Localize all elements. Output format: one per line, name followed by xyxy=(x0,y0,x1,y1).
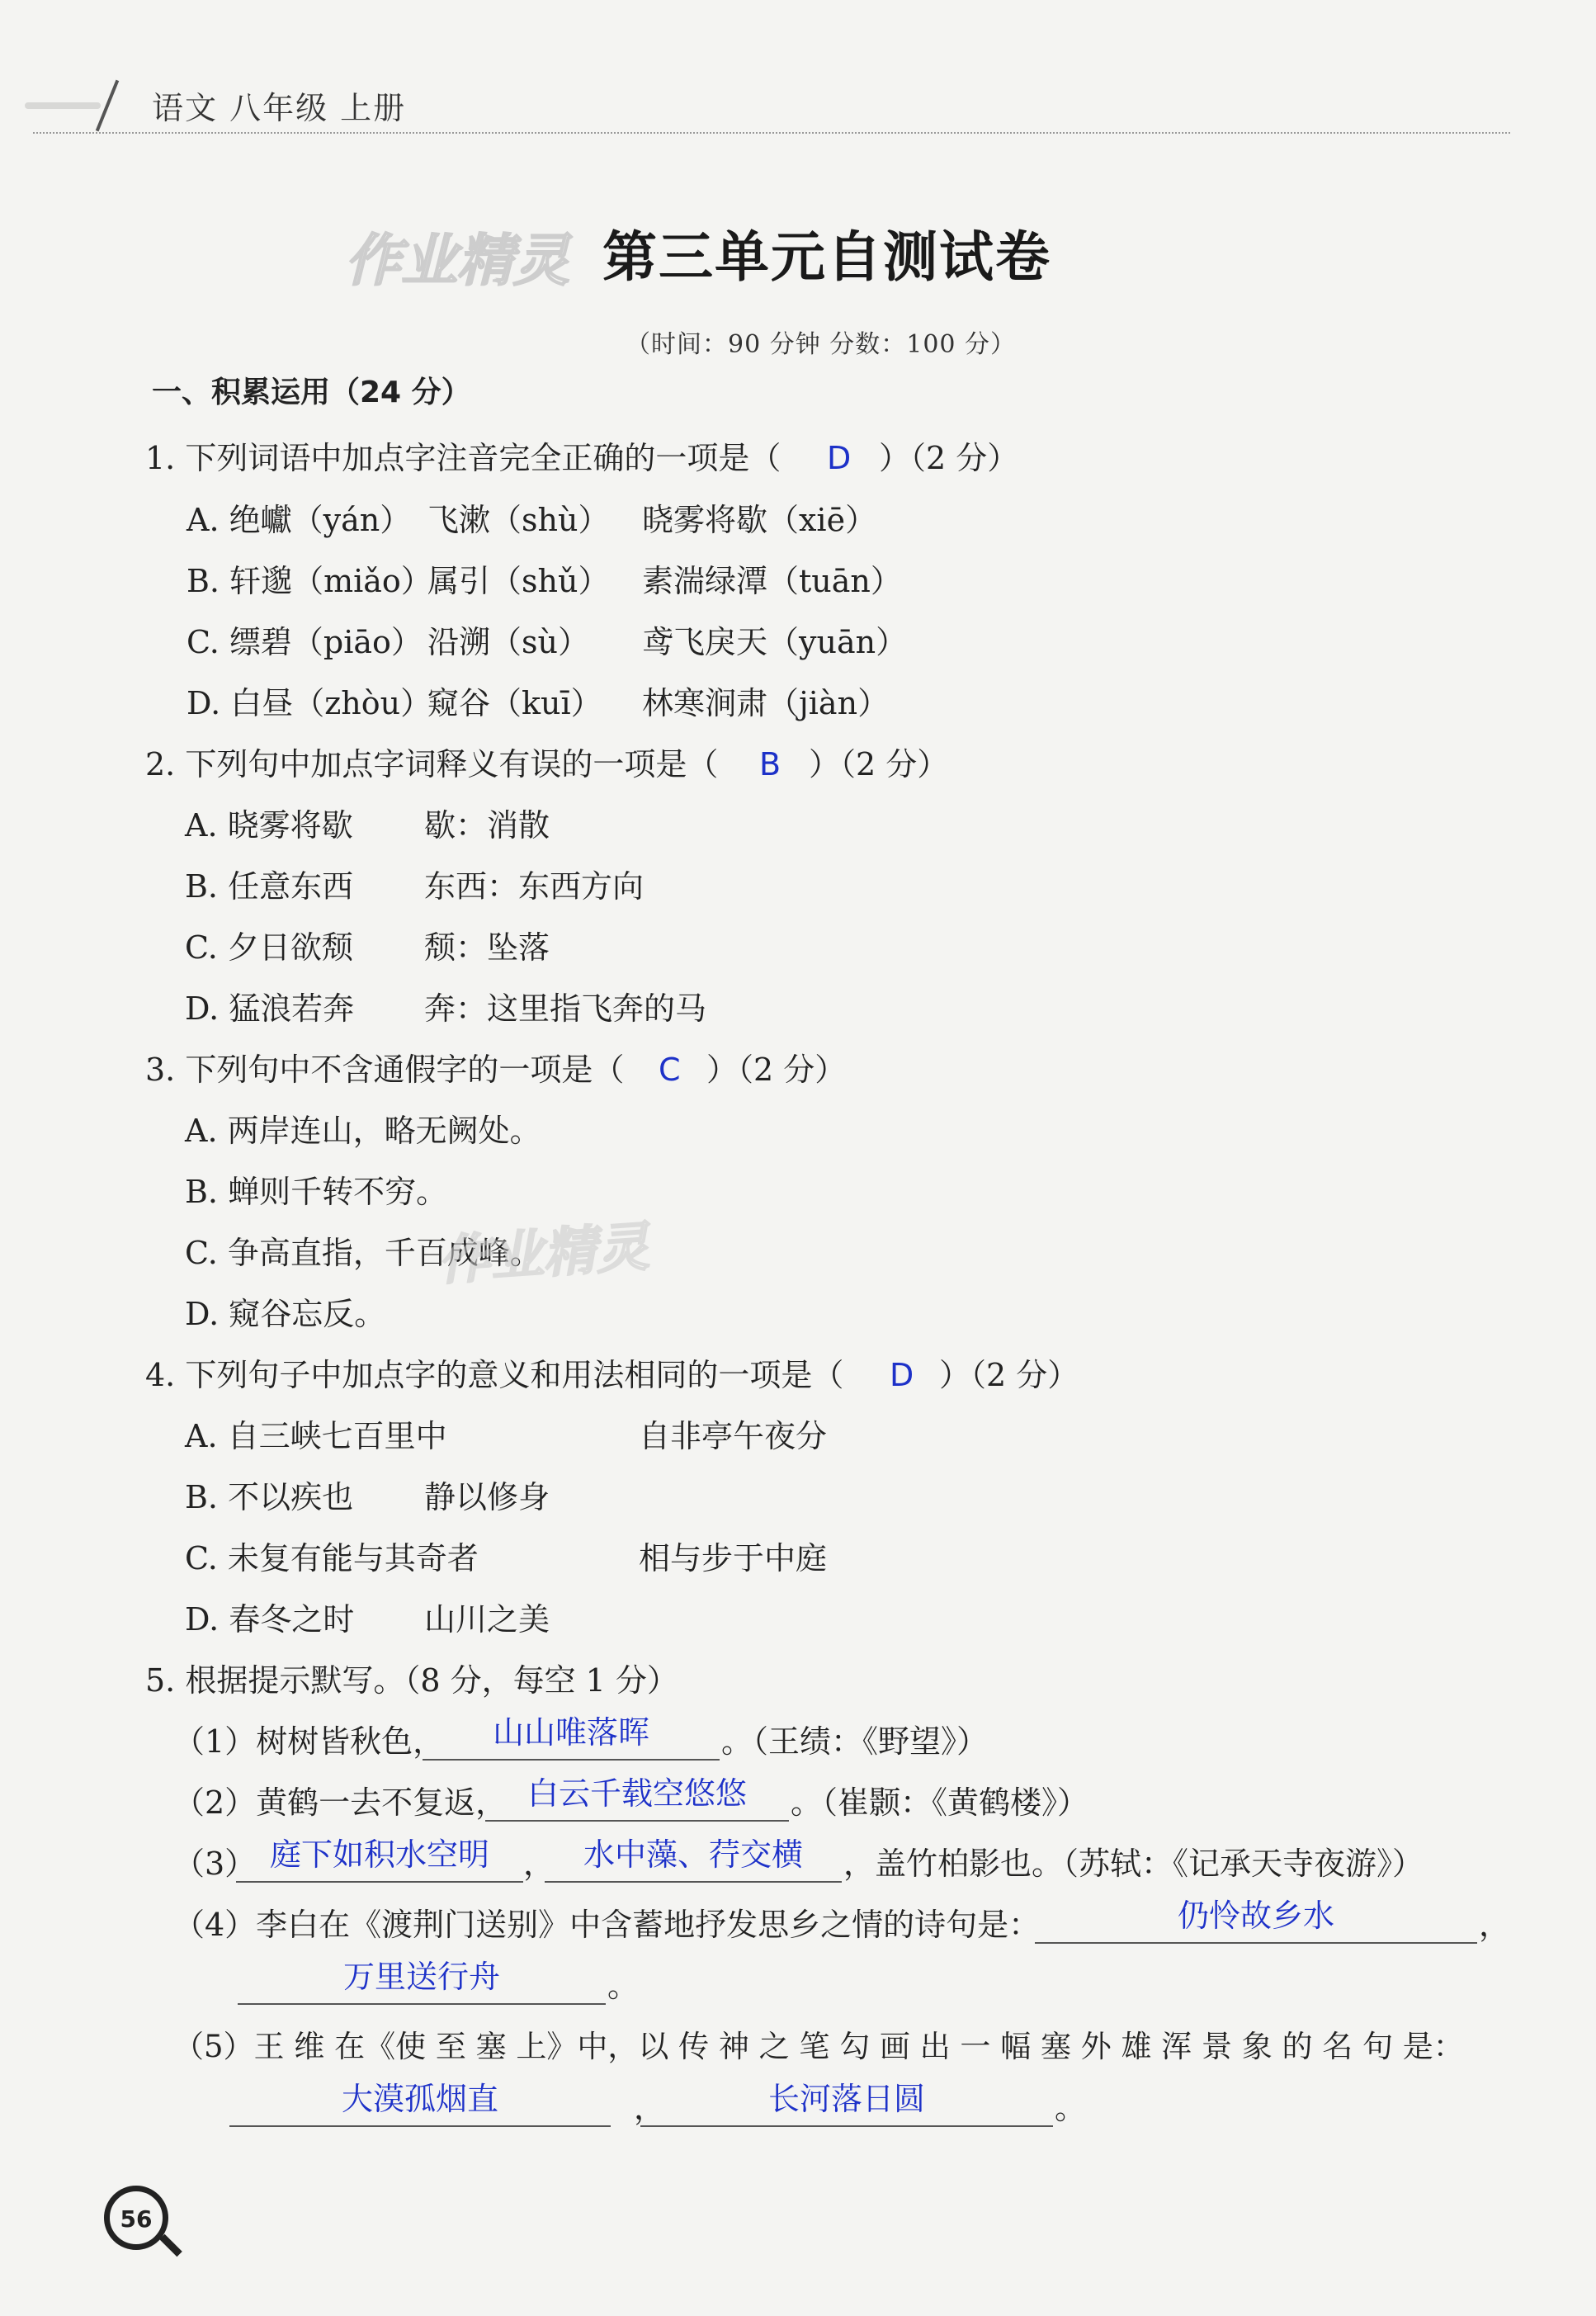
q5-item5-answer-2: 长河落日圆 xyxy=(767,2081,925,2117)
page-number-icon-tail xyxy=(159,2234,182,2257)
header-subject: 语文 八年级 上册 xyxy=(152,90,407,126)
q4-option-d-1: D. 春冬之时 xyxy=(185,1601,355,1638)
q2-stem: 2. 下列句中加点字词释义有误的一项是（ xyxy=(145,746,719,782)
q5-item3-prompt: （3） xyxy=(173,1846,257,1882)
q2-option-a-2: 歇：消散 xyxy=(424,807,550,844)
q5-item3-blank-1 xyxy=(236,1881,523,1883)
q3-answer: C xyxy=(659,1052,681,1088)
q1-option-c-2: 沿溯（sù） xyxy=(427,624,589,660)
q4-option-b-2: 静以修身 xyxy=(424,1479,550,1515)
q5-item4-answer-2: 万里送行舟 xyxy=(342,1959,500,1995)
q5-item4-end: 。 xyxy=(607,1968,640,2004)
header-decoration xyxy=(25,102,101,109)
q4-answer: D xyxy=(890,1357,914,1393)
q5-stem: 5. 根据提示默写。（8 分，每空 1 分） xyxy=(145,1662,678,1699)
q1-score: ）（2 分） xyxy=(879,440,1019,476)
q4-stem: 4. 下列句子中加点字的意义和用法相同的一项是（ xyxy=(145,1357,844,1393)
exam-meta: （时间：90 分钟 分数：100 分） xyxy=(626,330,1017,359)
q5-item2-answer: 白云千载空悠悠 xyxy=(526,1775,747,1812)
q1-option-d-3: 林寒涧肃（jiàn） xyxy=(642,685,890,721)
watermark-logo-inline: 作业精灵 xyxy=(436,1217,651,1293)
q2-option-c-2: 颓：坠落 xyxy=(424,929,550,966)
section-heading: 一、积累运用（24 分） xyxy=(152,376,471,409)
q5-item3-source: ，盖竹柏影也。（苏轼：《记承天寺夜游》） xyxy=(843,1846,1424,1882)
q1-option-a-3: 晓雾将歇（xiē） xyxy=(642,502,877,538)
q5-item3-answer-1: 庭下如积水空明 xyxy=(269,1836,489,1873)
q5-item5-prompt: （5）王 维 在《使 至 塞 上》中，以 传 神 之 笔 勾 画 出 一 幅 塞 外 雄 浑 景 象 的 名 句 是： xyxy=(173,2029,1464,2064)
q5-item4-prompt: （4）李白在《渡荆门送别》中含蓄地抒发思乡之情的诗句是： xyxy=(173,1907,1041,1943)
watermark-logo: 作业精灵 xyxy=(345,229,570,294)
q5-item5-blank-2 xyxy=(640,2125,1053,2127)
page-title: 第三单元自测试卷 xyxy=(602,225,1051,289)
q3-stem: 3. 下列句中不含通假字的一项是（ xyxy=(145,1052,625,1088)
q5-item4-separator: ， xyxy=(1479,1907,1511,1943)
q2-option-a-1: A. 晓雾将歇 xyxy=(185,807,353,844)
q3-option-b: B. 蝉则千转不穷。 xyxy=(185,1174,448,1210)
q4-option-c-1: C. 未复有能与其奇者 xyxy=(185,1540,479,1576)
q3-option-c: C. 争高直指，千百成峰。 xyxy=(185,1235,541,1271)
q5-item3-answer-2: 水中藻、荇交横 xyxy=(583,1836,803,1873)
q5-item4-blank-1 xyxy=(1035,1942,1477,1944)
q4-option-b-1: B. 不以疾也 xyxy=(185,1479,354,1515)
q1-option-d-2: 窥谷（kuī） xyxy=(427,685,602,721)
q2-option-b-1: B. 任意东西 xyxy=(185,868,354,905)
q1-option-d-1: D. 白昼（zhòu） xyxy=(187,685,432,721)
q5-item1-answer: 山山唯落晖 xyxy=(492,1714,649,1751)
q1-option-c-1: C. 缥碧（piāo） xyxy=(187,624,423,660)
q3-option-a: A. 两岸连山，略无阙处。 xyxy=(185,1113,541,1149)
q5-item5-separator: ， xyxy=(634,2090,666,2126)
q5-item4-answer-1: 仍怜故乡水 xyxy=(1177,1898,1334,1934)
q2-answer: B xyxy=(759,746,781,782)
q1-option-b-1: B. 轩邈（miǎo） xyxy=(187,563,432,599)
header-divider xyxy=(33,132,1510,134)
q1-option-b-2: 属引（shǔ） xyxy=(427,563,610,599)
q1-option-b-3: 素湍绿潭（tuān） xyxy=(642,563,902,599)
q5-item1-blank xyxy=(423,1759,720,1761)
q5-item2-blank xyxy=(485,1820,789,1822)
q5-item3-separator: ， xyxy=(523,1846,555,1882)
q2-score: ）（2 分） xyxy=(809,746,949,782)
q1-stem: 1. 下列词语中加点字注音完全正确的一项是（ xyxy=(145,440,781,476)
q5-item5-end: 。 xyxy=(1055,2090,1087,2126)
q2-option-c-1: C. 夕日欲颓 xyxy=(185,929,353,966)
q5-item1-source: 。（王绩：《野望》） xyxy=(721,1723,989,1760)
q4-score: ）（2 分） xyxy=(939,1357,1079,1393)
q4-option-a-1: A. 自三峡七百里中 xyxy=(185,1418,447,1454)
q1-option-c-3: 鸢飞戾天（yuān） xyxy=(642,624,908,660)
q1-option-a-2: 飞漱（shù） xyxy=(427,502,610,538)
q2-option-d-1: D. 猛浪若奔 xyxy=(185,990,355,1027)
q5-item5-blank-1 xyxy=(229,2125,611,2127)
q2-option-b-2: 东西：东西方向 xyxy=(424,868,645,905)
q1-option-a-1: A. 绝巘（yán） xyxy=(187,502,412,538)
q2-option-d-2: 奔：这里指飞奔的马 xyxy=(424,990,707,1027)
page-number: 56 xyxy=(120,2205,153,2233)
q5-item2-prompt: （2）黄鹤一去不复返， xyxy=(173,1784,508,1821)
q4-option-d-2: 山川之美 xyxy=(424,1601,550,1638)
q5-item1-prompt: （1）树树皆秋色， xyxy=(173,1723,445,1760)
q4-option-a-2: 自非亭午夜分 xyxy=(639,1418,828,1454)
q5-item4-blank-2 xyxy=(238,2003,606,2005)
q5-item3-blank-2 xyxy=(545,1881,842,1883)
q5-item5-answer-1: 大漠孤烟直 xyxy=(341,2081,498,2117)
q5-item2-source: 。（崔颢：《黄鹤楼》） xyxy=(791,1784,1089,1821)
q4-option-c-2: 相与步于中庭 xyxy=(639,1540,828,1576)
q1-answer: D xyxy=(827,440,852,476)
q3-option-d: D. 窥谷忘反。 xyxy=(185,1296,386,1332)
q3-score: ）（2 分） xyxy=(706,1052,847,1088)
